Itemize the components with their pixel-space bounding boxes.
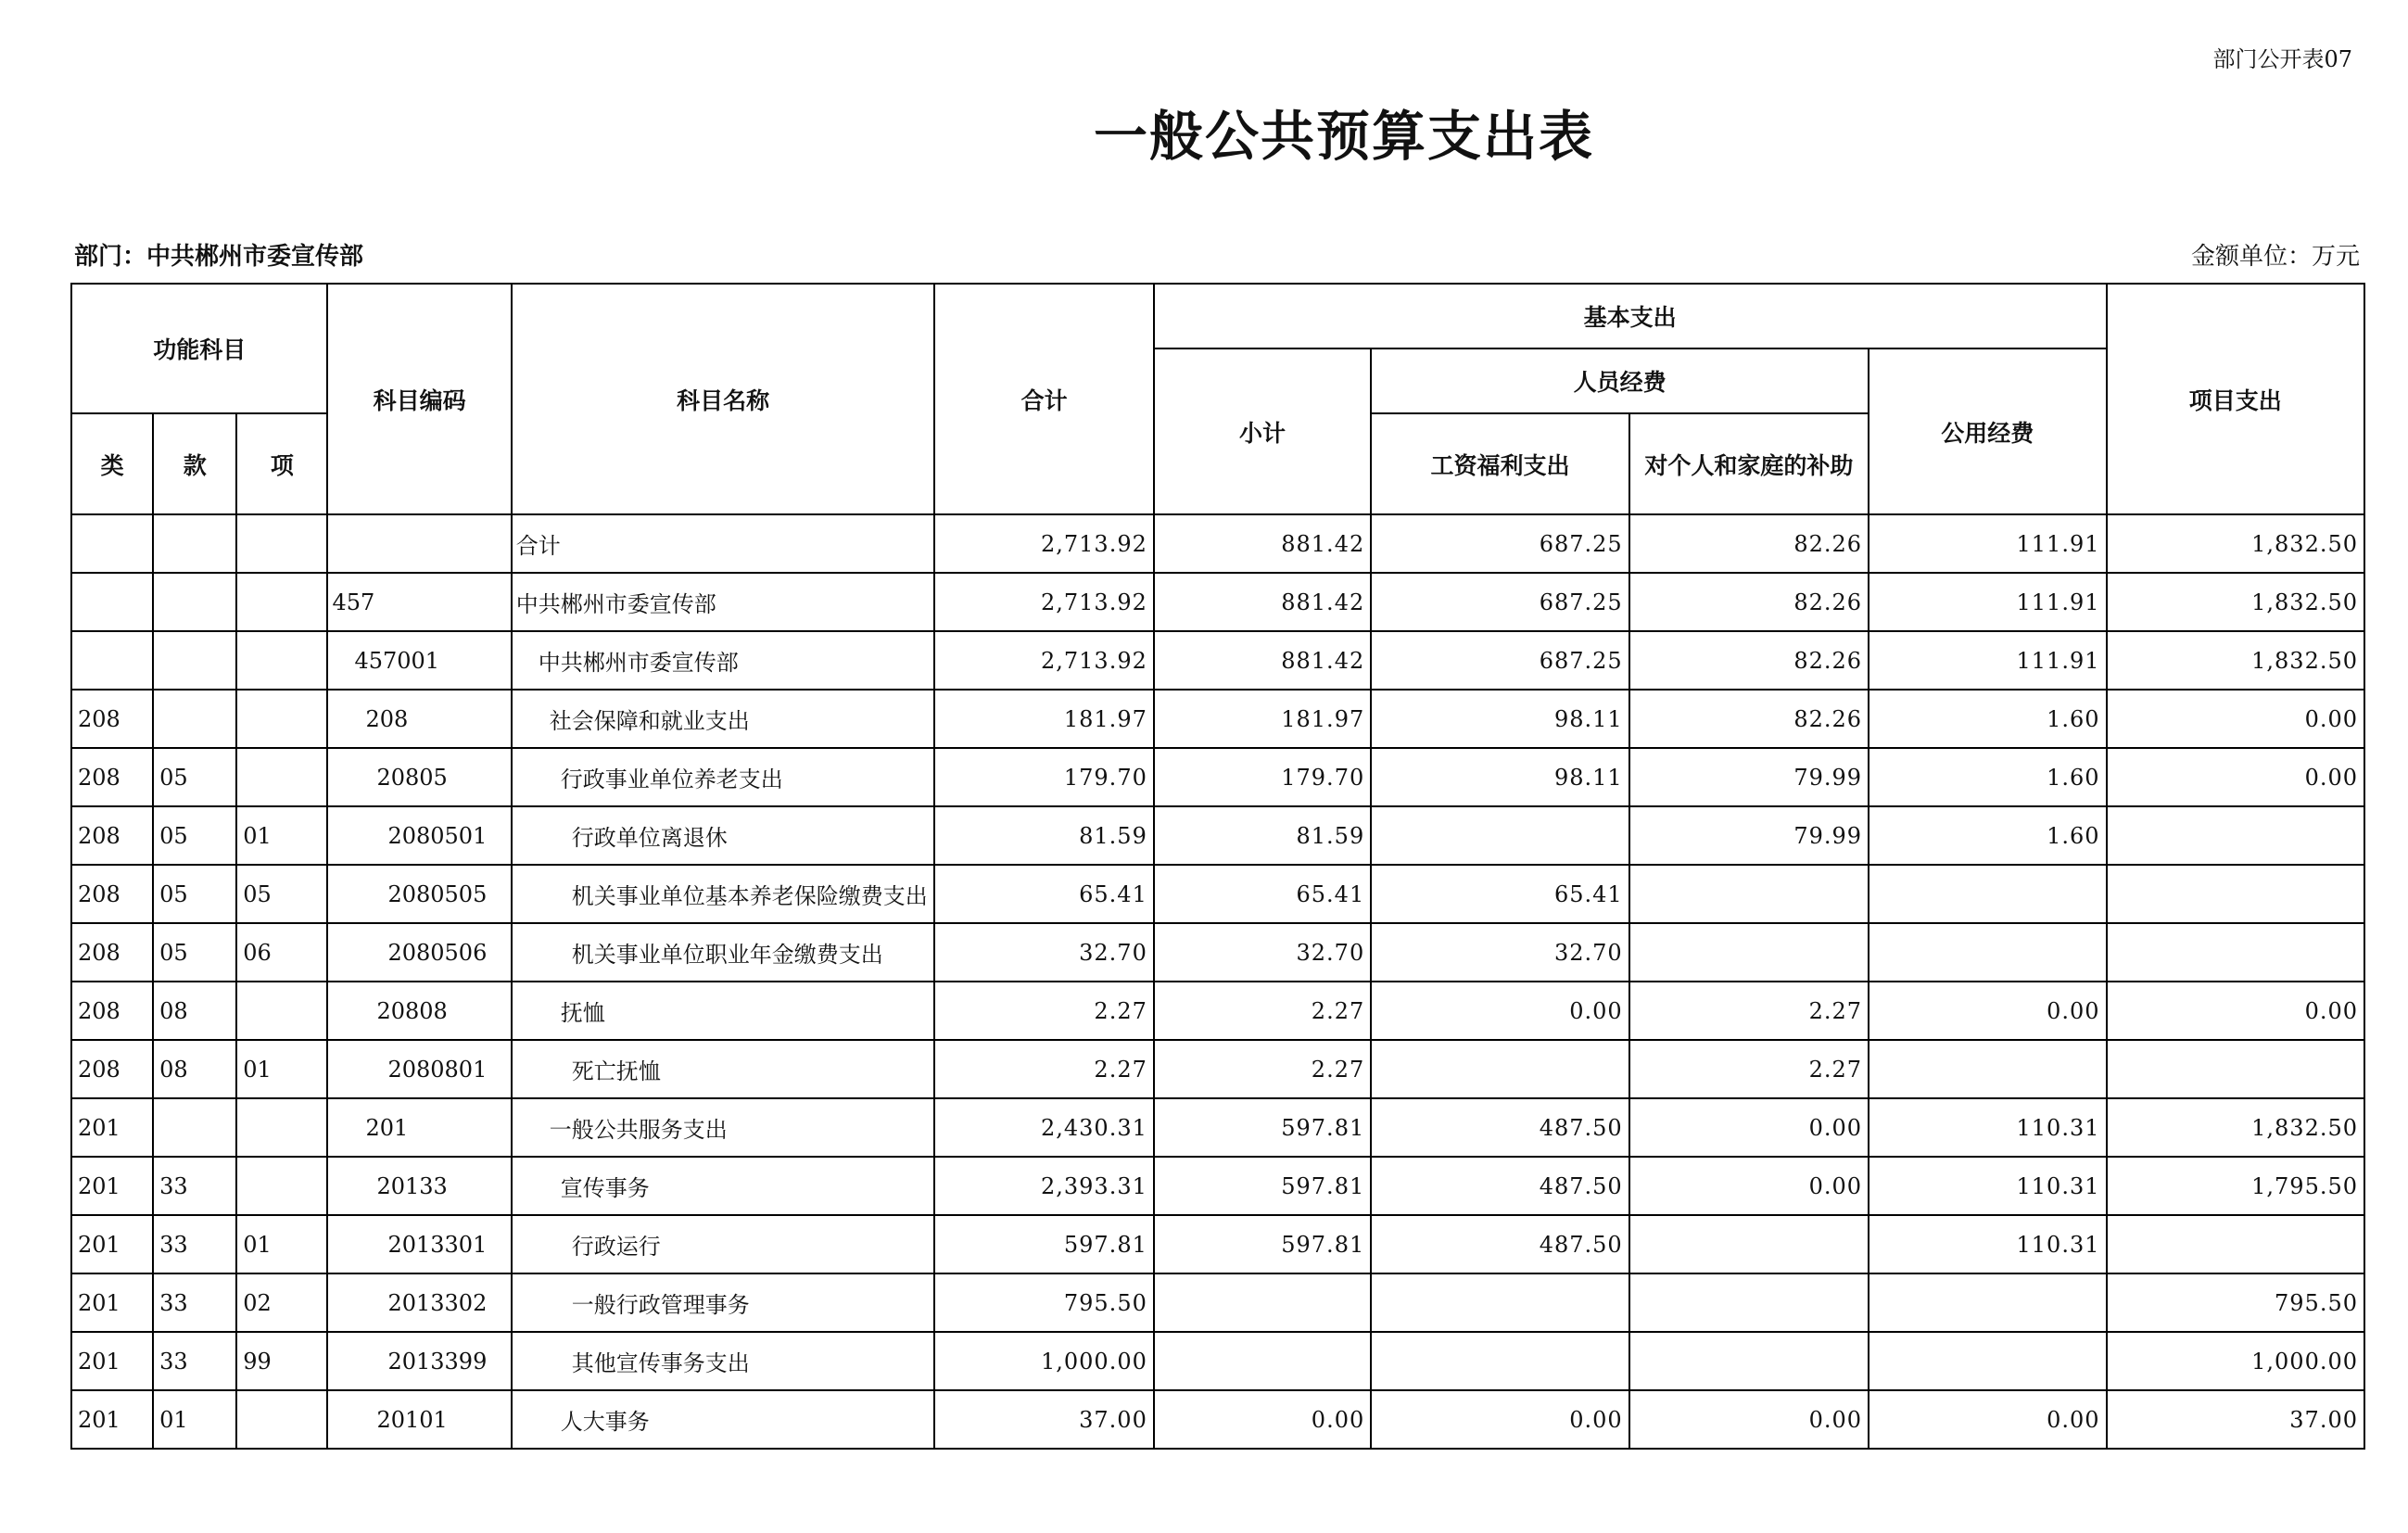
table-row — [71, 1040, 2364, 1098]
cell-code: 457001 — [327, 631, 511, 690]
cell-project — [2107, 865, 2365, 923]
header-func-subject: 功能科目 — [71, 284, 327, 413]
cell-subtotal: 597.81 — [1154, 1215, 1371, 1273]
table-row — [71, 865, 2364, 923]
cell-subtotal: 881.42 — [1154, 514, 1371, 573]
cell-code: 20805 — [327, 748, 511, 806]
cell-project: 0.00 — [2107, 748, 2365, 806]
cell-project: 1,832.50 — [2107, 1098, 2365, 1157]
header-personnel: 人员经费 — [1371, 348, 1869, 413]
cell-lei: 208 — [71, 865, 153, 923]
table-row — [71, 573, 2364, 631]
cell-salary: 687.25 — [1371, 573, 1629, 631]
table-row — [71, 1273, 2364, 1332]
cell-xiang — [236, 982, 327, 1040]
cell-kuan: 05 — [153, 806, 236, 865]
cell-lei — [71, 573, 153, 631]
table-row — [71, 514, 2364, 573]
table-row — [71, 1157, 2364, 1215]
cell-kuan: 08 — [153, 982, 236, 1040]
cell-code: 2013399 — [327, 1332, 511, 1390]
header-kuan: 款 — [153, 413, 236, 514]
cell-public — [1869, 923, 2106, 982]
cell-subtotal: 65.41 — [1154, 865, 1371, 923]
cell-xiang — [236, 631, 327, 690]
cell-subsidy: 82.26 — [1629, 690, 1869, 748]
cell-name: 社会保障和就业支出 — [512, 690, 935, 748]
header-subtotal: 小计 — [1154, 348, 1371, 514]
cell-project: 37.00 — [2107, 1390, 2365, 1449]
cell-lei: 201 — [71, 1273, 153, 1332]
cell-name: 中共郴州市委宣传部 — [512, 573, 935, 631]
cell-subtotal: 0.00 — [1154, 1390, 1371, 1449]
table-row — [71, 748, 2364, 806]
cell-total: 1,000.00 — [934, 1332, 1153, 1390]
cell-project — [2107, 806, 2365, 865]
cell-salary: 687.25 — [1371, 514, 1629, 573]
cell-subtotal: 32.70 — [1154, 923, 1371, 982]
cell-subsidy — [1629, 923, 1869, 982]
cell-kuan: 05 — [153, 748, 236, 806]
cell-lei: 208 — [71, 806, 153, 865]
cell-public: 0.00 — [1869, 1390, 2106, 1449]
cell-code: 20101 — [327, 1390, 511, 1449]
cell-subsidy — [1629, 865, 1869, 923]
cell-code: 201 — [327, 1098, 511, 1157]
cell-name: 合计 — [512, 514, 935, 573]
table-row — [71, 982, 2364, 1040]
cell-salary: 487.50 — [1371, 1157, 1629, 1215]
cell-kuan: 05 — [153, 865, 236, 923]
cell-subsidy: 79.99 — [1629, 806, 1869, 865]
header-total: 合计 — [934, 284, 1153, 514]
cell-subsidy: 2.27 — [1629, 982, 1869, 1040]
cell-kuan: 33 — [153, 1332, 236, 1390]
table-row — [71, 1390, 2364, 1449]
cell-public: 1.60 — [1869, 690, 2106, 748]
header-public: 公用经费 — [1869, 348, 2106, 514]
cell-kuan: 01 — [153, 1390, 236, 1449]
cell-subtotal: 2.27 — [1154, 1040, 1371, 1098]
cell-xiang: 02 — [236, 1273, 327, 1332]
cell-kuan — [153, 1098, 236, 1157]
cell-name: 死亡抚恤 — [512, 1040, 935, 1098]
header-basic: 基本支出 — [1154, 284, 2107, 348]
cell-project — [2107, 1040, 2365, 1098]
table-row — [71, 1098, 2364, 1157]
cell-public: 0.00 — [1869, 982, 2106, 1040]
page-title: 一般公共预算支出表 — [1093, 105, 1594, 168]
cell-subsidy: 0.00 — [1629, 1157, 1869, 1215]
department-label: 部门：中共郴州市委宣传部 — [74, 243, 364, 271]
cell-project — [2107, 1215, 2365, 1273]
cell-subsidy: 79.99 — [1629, 748, 1869, 806]
cell-code — [327, 514, 511, 573]
cell-public — [1869, 1040, 2106, 1098]
cell-xiang — [236, 573, 327, 631]
cell-salary: 98.11 — [1371, 748, 1629, 806]
cell-code: 2080505 — [327, 865, 511, 923]
cell-salary: 0.00 — [1371, 982, 1629, 1040]
cell-xiang — [236, 1157, 327, 1215]
cell-subsidy — [1629, 1215, 1869, 1273]
cell-name: 其他宣传事务支出 — [512, 1332, 935, 1390]
cell-subsidy: 82.26 — [1629, 514, 1869, 573]
header-code: 科目编码 — [327, 284, 511, 514]
cell-project: 1,832.50 — [2107, 631, 2365, 690]
cell-xiang: 05 — [236, 865, 327, 923]
cell-salary: 487.50 — [1371, 1215, 1629, 1273]
header-salary: 工资福利支出 — [1371, 413, 1629, 514]
cell-salary — [1371, 806, 1629, 865]
cell-code: 457 — [327, 573, 511, 631]
cell-public: 111.91 — [1869, 573, 2106, 631]
cell-code: 2080801 — [327, 1040, 511, 1098]
cell-name: 宣传事务 — [512, 1157, 935, 1215]
cell-public — [1869, 1332, 2106, 1390]
table-row — [71, 1215, 2364, 1273]
cell-total: 2.27 — [934, 982, 1153, 1040]
cell-lei: 201 — [71, 1390, 153, 1449]
cell-lei: 208 — [71, 1040, 153, 1098]
cell-public — [1869, 865, 2106, 923]
cell-public — [1869, 1273, 2106, 1332]
cell-project: 1,832.50 — [2107, 514, 2365, 573]
cell-salary — [1371, 1273, 1629, 1332]
cell-lei — [71, 514, 153, 573]
cell-kuan — [153, 573, 236, 631]
header-subsidy: 对个人和家庭的补助 — [1629, 413, 1869, 514]
cell-subsidy — [1629, 1332, 1869, 1390]
cell-total: 2,430.31 — [934, 1098, 1153, 1157]
cell-lei: 201 — [71, 1215, 153, 1273]
cell-xiang — [236, 748, 327, 806]
cell-subsidy: 82.26 — [1629, 631, 1869, 690]
cell-kuan: 33 — [153, 1215, 236, 1273]
cell-lei: 208 — [71, 923, 153, 982]
cell-total: 2,713.92 — [934, 631, 1153, 690]
cell-code: 20808 — [327, 982, 511, 1040]
cell-total: 2,713.92 — [934, 514, 1153, 573]
cell-name: 中共郴州市委宣传部 — [512, 631, 935, 690]
cell-xiang: 99 — [236, 1332, 327, 1390]
cell-subtotal — [1154, 1273, 1371, 1332]
cell-total: 81.59 — [934, 806, 1153, 865]
table-body — [71, 514, 2364, 1449]
cell-kuan — [153, 690, 236, 748]
cell-project: 0.00 — [2107, 690, 2365, 748]
cell-public: 1.60 — [1869, 806, 2106, 865]
cell-salary: 98.11 — [1371, 690, 1629, 748]
cell-project — [2107, 923, 2365, 982]
cell-subsidy: 0.00 — [1629, 1098, 1869, 1157]
cell-total: 65.41 — [934, 865, 1153, 923]
cell-code: 20133 — [327, 1157, 511, 1215]
cell-lei: 208 — [71, 690, 153, 748]
cell-total: 181.97 — [934, 690, 1153, 748]
cell-public: 110.31 — [1869, 1098, 2106, 1157]
cell-public: 110.31 — [1869, 1157, 2106, 1215]
cell-public: 110.31 — [1869, 1215, 2106, 1273]
cell-public: 111.91 — [1869, 631, 2106, 690]
cell-project: 795.50 — [2107, 1273, 2365, 1332]
cell-lei — [71, 631, 153, 690]
cell-code: 2080506 — [327, 923, 511, 982]
cell-name: 机关事业单位基本养老保险缴费支出 — [512, 865, 935, 923]
amount-unit-label: 金额单位：万元 — [2190, 243, 2360, 271]
table-row — [71, 631, 2364, 690]
cell-total: 179.70 — [934, 748, 1153, 806]
cell-kuan — [153, 631, 236, 690]
cell-code: 2013301 — [327, 1215, 511, 1273]
cell-public: 111.91 — [1869, 514, 2106, 573]
cell-subtotal: 81.59 — [1154, 806, 1371, 865]
cell-total: 37.00 — [934, 1390, 1153, 1449]
header-lei: 类 — [71, 413, 153, 514]
cell-salary: 65.41 — [1371, 865, 1629, 923]
cell-salary: 687.25 — [1371, 631, 1629, 690]
cell-project: 1,832.50 — [2107, 573, 2365, 631]
cell-subtotal: 597.81 — [1154, 1098, 1371, 1157]
cell-name: 一般公共服务支出 — [512, 1098, 935, 1157]
form-number: 部门公开表07 — [2212, 46, 2352, 72]
cell-code: 2080501 — [327, 806, 511, 865]
table-row — [71, 1332, 2364, 1390]
table-row — [71, 923, 2364, 982]
cell-subsidy: 2.27 — [1629, 1040, 1869, 1098]
cell-name: 一般行政管理事务 — [512, 1273, 935, 1332]
cell-total: 597.81 — [934, 1215, 1153, 1273]
cell-salary: 32.70 — [1371, 923, 1629, 982]
cell-project: 1,000.00 — [2107, 1332, 2365, 1390]
cell-subtotal — [1154, 1332, 1371, 1390]
cell-xiang: 01 — [236, 1215, 327, 1273]
cell-name: 行政单位离退休 — [512, 806, 935, 865]
cell-lei: 208 — [71, 982, 153, 1040]
cell-salary: 487.50 — [1371, 1098, 1629, 1157]
cell-subsidy — [1629, 1273, 1869, 1332]
cell-xiang — [236, 514, 327, 573]
cell-subtotal: 181.97 — [1154, 690, 1371, 748]
cell-name: 抚恤 — [512, 982, 935, 1040]
cell-name: 人大事务 — [512, 1390, 935, 1449]
cell-lei: 201 — [71, 1098, 153, 1157]
cell-xiang — [236, 690, 327, 748]
table-row — [71, 690, 2364, 748]
cell-name: 机关事业单位职业年金缴费支出 — [512, 923, 935, 982]
cell-xiang: 01 — [236, 1040, 327, 1098]
cell-total: 32.70 — [934, 923, 1153, 982]
cell-kuan: 08 — [153, 1040, 236, 1098]
cell-kuan — [153, 514, 236, 573]
cell-xiang: 06 — [236, 923, 327, 982]
header-project: 项目支出 — [2107, 284, 2365, 514]
header-name: 科目名称 — [512, 284, 935, 514]
cell-subtotal: 179.70 — [1154, 748, 1371, 806]
cell-project: 1,795.50 — [2107, 1157, 2365, 1215]
cell-salary — [1371, 1040, 1629, 1098]
cell-total: 2.27 — [934, 1040, 1153, 1098]
cell-total: 2,713.92 — [934, 573, 1153, 631]
table-row — [71, 806, 2364, 865]
cell-project: 0.00 — [2107, 982, 2365, 1040]
cell-subtotal: 881.42 — [1154, 573, 1371, 631]
cell-lei: 208 — [71, 748, 153, 806]
cell-subsidy: 0.00 — [1629, 1390, 1869, 1449]
cell-total: 2,393.31 — [934, 1157, 1153, 1215]
cell-total: 795.50 — [934, 1273, 1153, 1332]
cell-xiang: 01 — [236, 806, 327, 865]
cell-subsidy: 82.26 — [1629, 573, 1869, 631]
cell-xiang — [236, 1390, 327, 1449]
budget-expenditure-table — [70, 283, 2365, 1450]
cell-name: 行政事业单位养老支出 — [512, 748, 935, 806]
cell-lei: 201 — [71, 1157, 153, 1215]
cell-code: 208 — [327, 690, 511, 748]
cell-subtotal: 597.81 — [1154, 1157, 1371, 1215]
cell-salary — [1371, 1332, 1629, 1390]
cell-salary: 0.00 — [1371, 1390, 1629, 1449]
cell-subtotal: 2.27 — [1154, 982, 1371, 1040]
cell-name: 行政运行 — [512, 1215, 935, 1273]
cell-lei: 201 — [71, 1332, 153, 1390]
cell-subtotal: 881.42 — [1154, 631, 1371, 690]
cell-kuan: 33 — [153, 1273, 236, 1332]
cell-kuan: 33 — [153, 1157, 236, 1215]
cell-code: 2013302 — [327, 1273, 511, 1332]
cell-public: 1.60 — [1869, 748, 2106, 806]
cell-xiang — [236, 1098, 327, 1157]
header-xiang: 项 — [236, 413, 327, 514]
cell-kuan: 05 — [153, 923, 236, 982]
